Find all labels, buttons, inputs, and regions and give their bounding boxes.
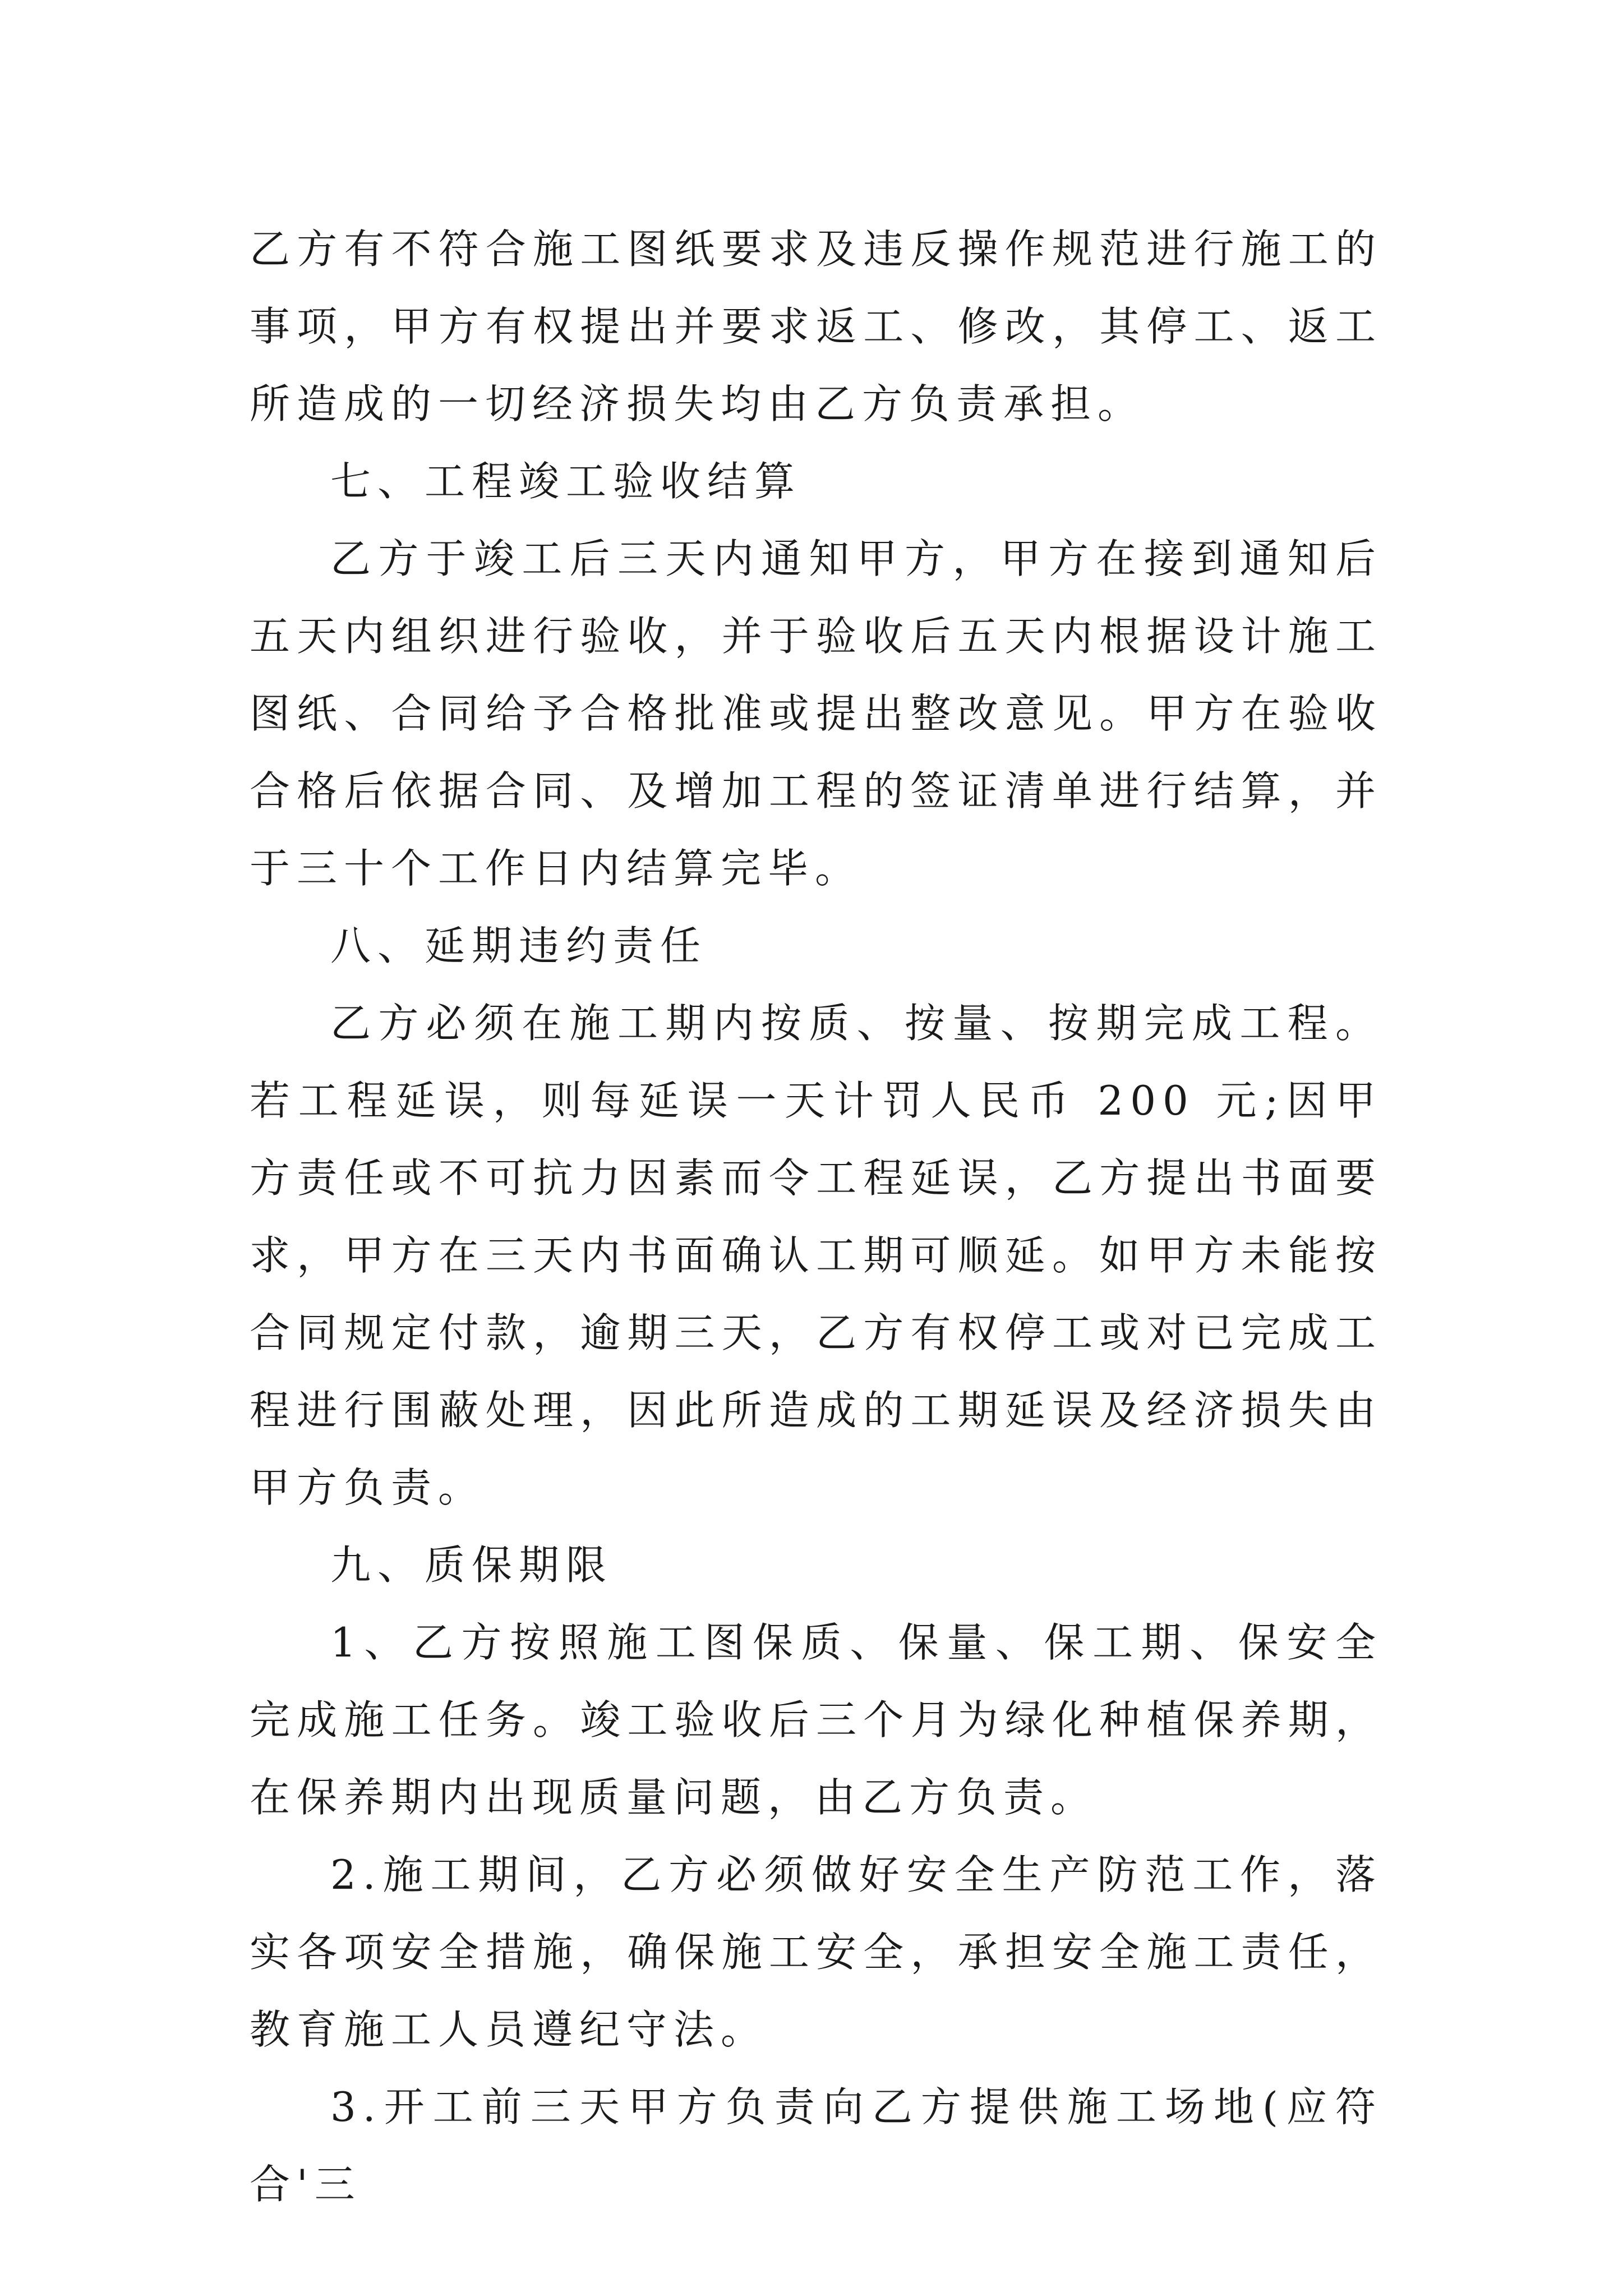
paragraph-acceptance: 乙方于竣工后三天内通知甲方，甲方在接到通知后五天内组织进行验收，并于验收后五天内根据设计施工图纸、合同给予合格批准或提出整改意见。甲方在验收合格后依据合同、及增加工程的签证清单进行结算，并于三十个工作日内结算完毕。 (250, 535, 1382, 892)
section-heading-nine: 九、质保期限 (330, 1542, 614, 1589)
section-heading-eight: 八、延期违约责任 (330, 922, 708, 969)
document-body (250, 210, 1382, 2223)
paragraph-warranty-item-1: 1、乙方按照施工图保质、保量、保工期、保安全完成施工任务。竣工验收后三个月为绿化种植保养期，在保养期内出现质量问题，由乙方负责。 (250, 1619, 1382, 1821)
paragraph-delay-liability: 乙方必须在施工期内按质、按量、按期完成工程。若工程延误，则每延误一天计罚人民币 200 元;因甲方责任或不可抗力因素而令工程延误，乙方提出书面要求，甲方在三天内书面确认工期可顺延。如甲方未能按合同规定付款，逾期三天，乙方有权停工或对已完成工程进行围蔽处理，因此所造成的工期延误及经济损失由甲方负责。 (250, 1000, 1382, 1511)
section-heading-seven: 七、工程竣工验收结算 (330, 458, 802, 505)
paragraph-warranty-item-3: 3.开工前三天甲方负责向乙方提供施工场地(应符合'三 (250, 2083, 1382, 2208)
paragraph-warranty-item-2: 2.施工期间，乙方必须做好安全生产防范工作，落实各项安全措施，确保施工安全，承担安全施工责任，教育施工人员遵纪守法。 (250, 1851, 1382, 2053)
paragraph-continuation: 乙方有不符合施工图纸要求及违反操作规范进行施工的事项，甲方有权提出并要求返工、修改，其停工、返工所造成的一切经济损失均由乙方负责承担。 (250, 226, 1382, 427)
